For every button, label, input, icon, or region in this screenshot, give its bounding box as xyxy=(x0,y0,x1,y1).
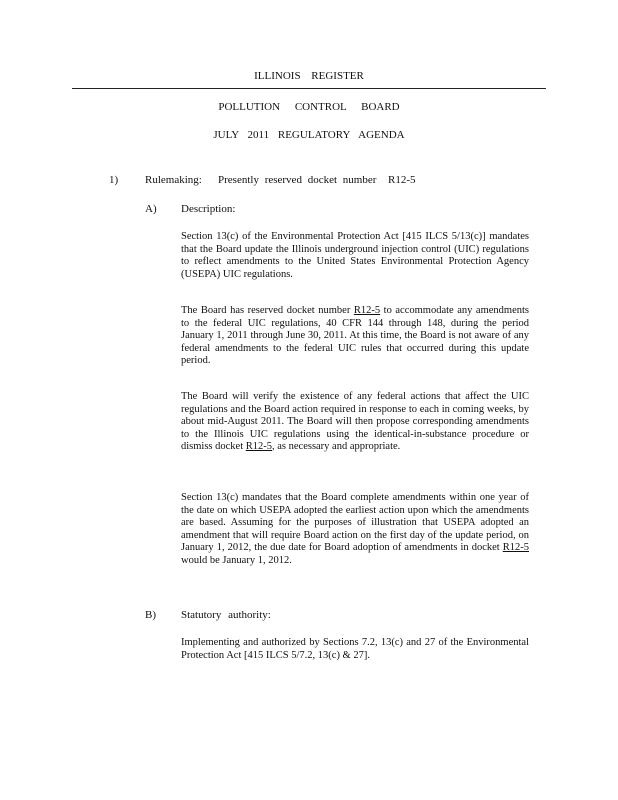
description-text: Section 13(c) mandates that the Board complete amendments within one year of the date on which USEPA adopted the earliest action upon which the amendments are based. Assuming for the purposes of illustration that USEPA adopted an amendment that will require Board action on the first day of the update period, on January 1, 2012, the due date for Board adoption of amendments in docket xyxy=(181,492,529,554)
description-text-group xyxy=(181,492,529,568)
section-a-letter: A) xyxy=(145,203,157,215)
docket-reference: R12-5 xyxy=(502,542,530,554)
section-b-letter: B) xyxy=(145,609,156,621)
description-paragraph-3 xyxy=(181,391,529,454)
description-text: Section 13(c) of the Environmental Protection Act [415 ILCS 5/13(c)] mandates that the Board update the Illinois underground injection control (UIC) regulations to reflect amendments to the United States Environmental Protection Agency (USEPA) UIC regulations. xyxy=(181,231,529,280)
description-text: The Board will verify the existence of any federal actions that affect the UIC regulations and the Board action required in response to each in coming weeks, by about mid-August 2011. The Board will then propose corresponding amendments to the Illinois UIC regulations using the identical-in-substance procedure or dismiss docket xyxy=(181,391,529,453)
description-text-group xyxy=(181,391,529,454)
agenda-title: JULY 2011 REGULATORY AGENDA xyxy=(213,129,405,141)
docket-reference: R12-5 xyxy=(353,305,381,316)
section-a-heading: Description: xyxy=(181,203,236,215)
authority-text: Implementing and authorized by Sections 7.2, 13(c) and 27 of the Environmental Protection Act [415 ILCS 5/7.2, 13(c) & 27]. xyxy=(181,637,529,661)
description-text: The Board has reserved docket number xyxy=(181,305,351,316)
agency-title: POLLUTION CONTROL BOARD xyxy=(218,101,400,113)
description-paragraph-4 xyxy=(181,492,529,568)
rulemaking-title: Presently reserved docket number xyxy=(218,174,377,186)
description-text-group xyxy=(181,305,529,368)
register-title: ILLINOIS REGISTER xyxy=(254,70,364,82)
description-text: , as necessary and appropriate. xyxy=(272,441,401,453)
section-b-heading: Statutory authority: xyxy=(181,609,271,621)
description-text: would be January 1, 2012. xyxy=(181,554,292,566)
rulemaking-label: Rulemaking: xyxy=(145,174,202,186)
description-paragraph-1 xyxy=(181,231,529,281)
item-number: 1) xyxy=(109,174,119,186)
description-paragraph-2 xyxy=(181,305,529,368)
description-text: to accommodate any amendments to the federal UIC regulations, 40 CFR 144 through 148, during the period January 1, 2011 through June 30, 2011. At this time, the Board is not aware of any federal amendments to the federal UIC rules that occurred during this update period. xyxy=(181,305,530,367)
rulemaking-docket: R12-5 xyxy=(388,174,416,186)
docket-reference: R12-5 xyxy=(245,441,272,453)
authority-paragraph xyxy=(181,637,529,662)
header-divider xyxy=(72,88,546,89)
